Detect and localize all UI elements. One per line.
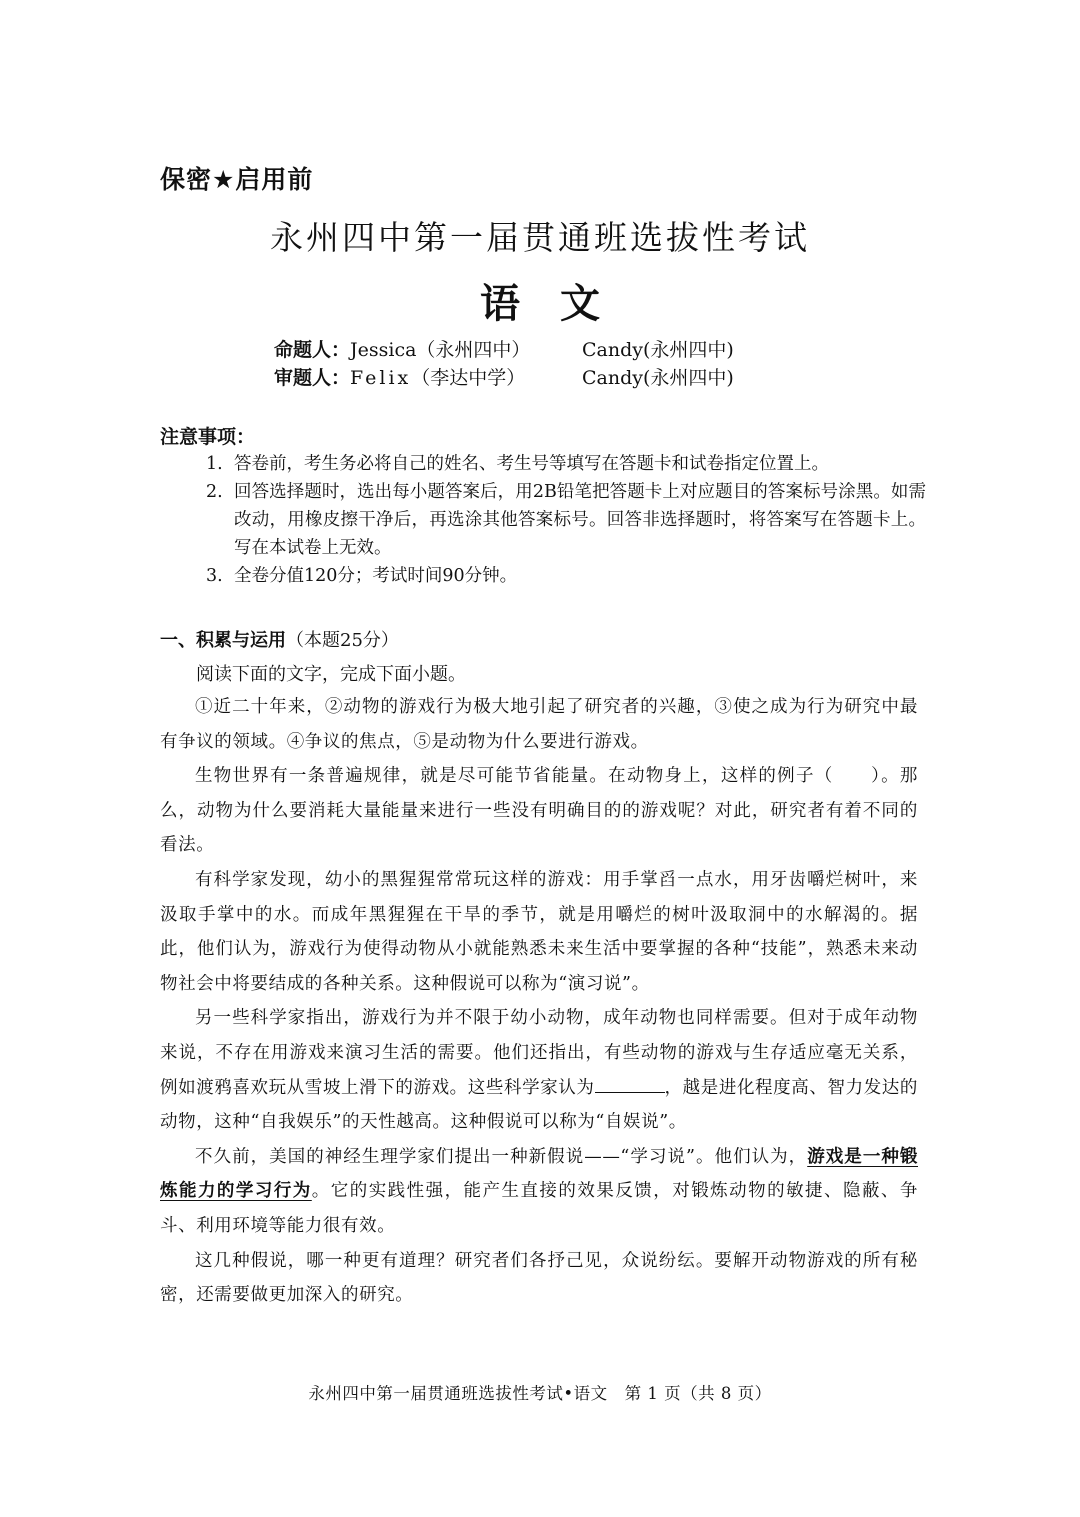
note-number: 1. (206, 454, 223, 474)
reviewer-2: Candy(永州四中) (582, 367, 734, 389)
passage-paragraph-6: 这几种假说，哪一种更有道理？研究者们各抒己见，众说纷纭。要解开动物游戏的所有秘密，还需要做更加深入的研究。 (160, 1250, 918, 1306)
subject-title: 语文 (480, 281, 640, 327)
section-score: （本题25分） (286, 630, 399, 651)
note-text: 答卷前，考生务必将自己的姓名、考生号等填写在答题卡和试卷指定位置上。 (234, 454, 829, 474)
passage-paragraph-4: 另一些科学家指出，游戏行为并不限于幼小动物，成年动物也同样需要。但对于成年动物来说，不存在用游戏来演习生活的需要。他们还指出，有些动物的游戏与生存适应毫无关系，例如渡鸦喜欢玩从雪坡上滑下的游戏。这些科学家认为 ，越是进化程度高、智力发达的动物，这种“自我娱乐”的天性越高。这种假说可以称为“自娱说”。 (160, 1008, 918, 1133)
reviewer-label: 审题人： (274, 367, 351, 389)
note-text: 回答选择题时，选出每小题答案后，用2B铅笔把答题卡上对应题目的答案标号涂黑。如需改动，用橡皮擦干净后，再选涂其他答案标号。回答非选择题时，将答案写在答题卡上。写在本试卷上无效。 (234, 482, 926, 558)
passage-paragraph-3: 有科学家发现，幼小的黑猩猩常常玩这样的游戏：用手掌舀一点水，用牙齿嚼烂树叶，来汲取手掌中的水。而成年黑猩猩在干旱的季节，就是用嚼烂的树叶汲取洞中的水解渴的。据此，他们认为，游戏行为使得动物从小就能熟悉未来生活中要掌握的各种“技能”，熟悉未来动物社会中将要结成的各种关系。这种假说可以称为“演习说”。 (160, 869, 918, 994)
passage-paragraph-5: 不久前，美国的神经生理学家们提出一种新假说——“学习说”。他们认为，游戏是一种锻炼能力的学习行为。它的实践性强，能产生直接的效果反馈，对锻炼动物的敏捷、隐蔽、争斗、利用环境等能力很有效。 (160, 1146, 918, 1236)
note-item (206, 450, 926, 478)
reviewer-1-name: Felix (350, 367, 412, 389)
reviewer-row (274, 364, 734, 392)
note-number: 2. (206, 482, 223, 502)
passage-paragraph-1: ①近二十年来，②动物的游戏行为极大地引起了研究者的兴趣，③使之成为行为研究中最有争议的领域。④争议的焦点，⑤是动物为什么要进行游戏。 (160, 697, 918, 752)
section-instruction: 阅读下面的文字，完成下面小题。 (196, 664, 466, 685)
reviewer-1-school: （李达中学） (411, 367, 526, 389)
passage-paragraph-2: 生物世界有一条普遍规律，就是尽可能节省能量。在动物身上，这样的例子（ ）。那么，动物为什么要消耗大量能量来进行一些没有明确目的的游戏呢？对此，研究者有着不同的看法。 (160, 766, 918, 856)
reading-passage (160, 690, 918, 1313)
exam-title: 永州四中第一届贯通班选拔性考试 (270, 218, 810, 257)
setter-2: Candy(永州四中) (582, 339, 734, 361)
notes-list (206, 450, 926, 590)
confidential-label: 保密★启用前 (160, 165, 314, 194)
setter-label: 命题人： (274, 339, 351, 361)
note-number: 3. (206, 566, 223, 586)
setter-row (274, 336, 734, 364)
notes-heading: 注意事项： (160, 426, 256, 448)
section-heading (160, 626, 399, 652)
section-title: 一、积累与运用 (160, 630, 286, 651)
note-item (206, 478, 926, 562)
note-text: 全卷分值120分；考试时间90分钟。 (234, 566, 518, 586)
emphasized-sentence: 游戏是一种锻炼能力的学习行为 (160, 1146, 918, 1202)
fill-in-blank (595, 1074, 665, 1093)
note-item (206, 562, 926, 590)
page-footer: 永州四中第一届贯通班选拔性考试•语文 第 1 页（共 8 页） (308, 1384, 772, 1403)
setter-1: Jessica（永州四中） (350, 339, 531, 361)
authors-block (274, 336, 734, 392)
